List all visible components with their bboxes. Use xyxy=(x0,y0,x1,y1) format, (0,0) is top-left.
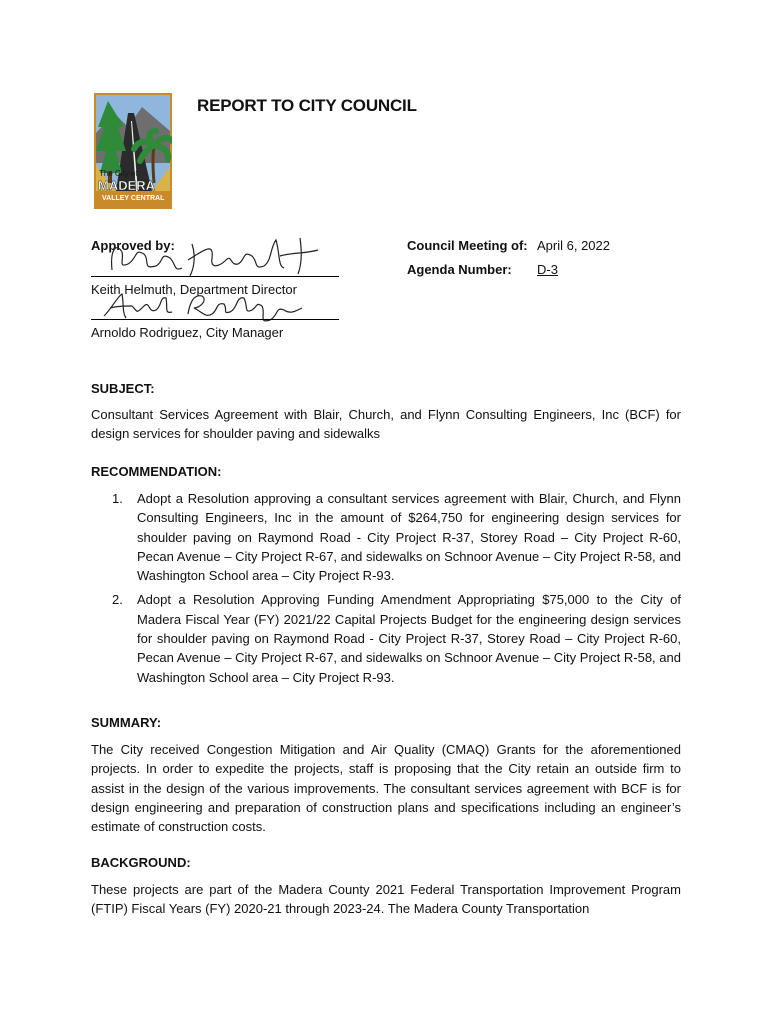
subject-text: Consultant Services Agreement with Blair, Church, and Flynn Consulting Engineers, Inc (BCF) for design services for shoulder paving and sidewalks xyxy=(91,407,681,442)
signature-line-2 xyxy=(91,319,339,320)
list-number: 2. xyxy=(112,592,123,608)
logo-text-valley-central: VALLEY CENTRAL xyxy=(102,195,165,202)
agenda-number-label: Agenda Number: xyxy=(407,262,512,277)
approved-by-label: Approved by: xyxy=(91,238,175,253)
summary-heading: SUMMARY: xyxy=(91,715,162,730)
agenda-number-value: D-3 xyxy=(537,262,558,277)
logo-text-madera: MADERA xyxy=(98,178,156,193)
council-meeting-label: Council Meeting of: xyxy=(407,238,528,253)
subject-heading: SUBJECT: xyxy=(91,381,155,396)
city-of-madera-logo xyxy=(94,93,172,209)
signature-line-1 xyxy=(91,276,339,277)
recommendation-heading: RECOMMENDATION: xyxy=(91,464,222,479)
list-number: 1. xyxy=(112,491,123,506)
report-title: REPORT TO CITY COUNCIL xyxy=(197,96,417,115)
recommendation-item xyxy=(91,590,681,686)
summary-text: The City received Congestion Mitigation and Air Quality (CMAQ) Grants for the aforementioned projects. In order to expedite the projects, staff is proposing that the City retain an outside firm to assist in the design of the various improvements. The consultant services agreement with BCF is for design engineering and preparation of construction plans and specifications including an engineer’s estimate of construction costs. xyxy=(91,742,681,835)
logo-text-the-city-of: The City of xyxy=(99,169,138,178)
signer-arnoldo-rodriguez: Arnoldo Rodriguez, City Manager xyxy=(91,325,284,340)
recommendation-text: Adopt a Resolution approving a consultant services agreement with Blair, Church, and Flynn Consulting Engineers, Inc in the amount of $264,750 for engineering design services for shoulder paving on Raymond Road - City Project R-37, Storey Road – City Project R-60, Pecan Avenue – City Project R-67, and sidewalks on Schnoor Avenue – City Project R-58, and Washington School area – City Project R-93. xyxy=(137,491,681,584)
signature-keith-helmuth xyxy=(104,230,328,280)
background-heading: BACKGROUND: xyxy=(91,855,191,870)
recommendation-item xyxy=(91,489,681,585)
background-text: These projects are part of the Madera County 2021 Federal Transportation Improvement Program (FTIP) Fiscal Years (FY) 2020-21 through 2023-24. The Madera County Transportation xyxy=(91,882,681,917)
council-meeting-date: April 6, 2022 xyxy=(537,238,610,253)
signer-keith-helmuth: Keith Helmuth, Department Director xyxy=(91,282,297,297)
recommendation-text: Adopt a Resolution Approving Funding Amendment Appropriating $75,000 to the City of Madera Fiscal Year (FY) 2021/22 Capital Projects Budget for the engineering design services for shoulder paving on Raymond Road - City Project R-37, Storey Road – City Project R-60, Pecan Avenue – City Project R-67, and sidewalks on Schnoor Avenue – City Project R-58, and Washington School area – City Project R-93. xyxy=(137,592,681,685)
recommendation-list xyxy=(91,489,681,692)
